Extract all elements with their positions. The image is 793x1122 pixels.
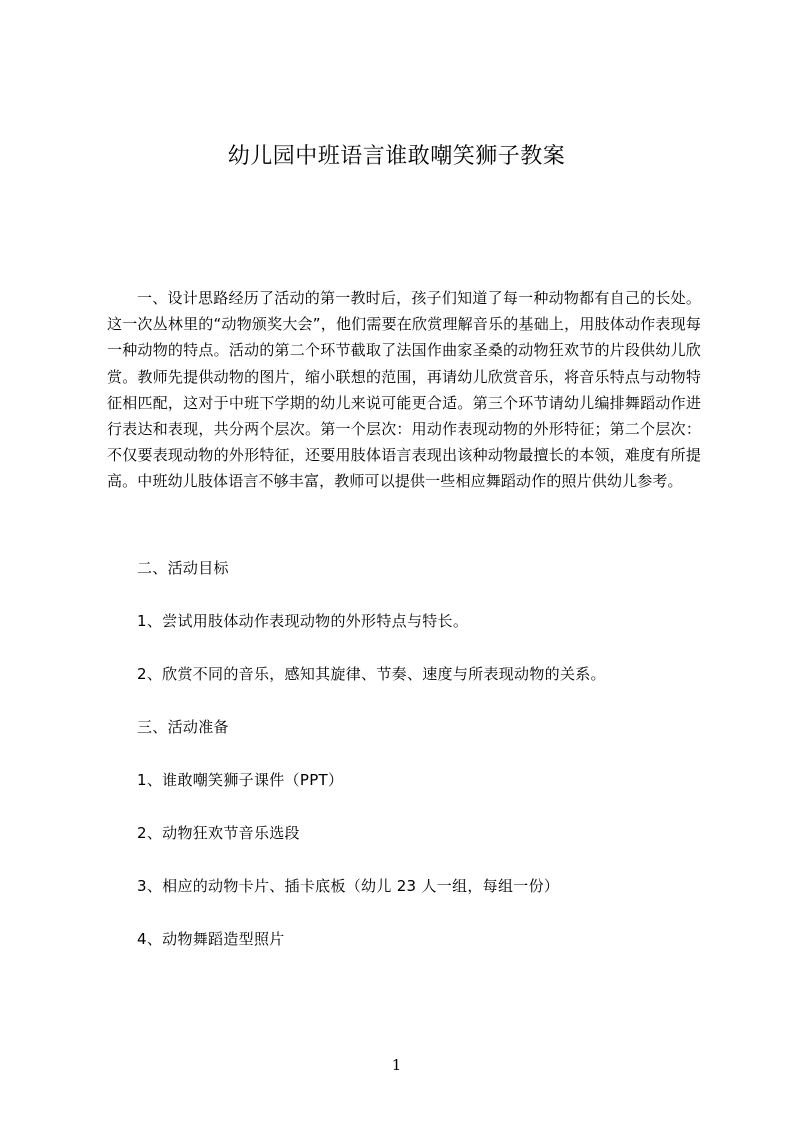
page-number: 1 bbox=[391, 1056, 402, 1074]
design-idea-paragraph: 一、设计思路经历了活动的第一教时后，孩子们知道了每一种动物都有自己的长处。这一次丛林里的“动物颁奖大会”，他们需要在欣赏理解音乐的基础上，用肢体动作表现每一种动物的特点。活动的第二个环节截取了法国作曲家圣桑的动物狂欢节的片段供幼儿欣赏。教师先提供动物的图片，缩小联想的范围，再请幼儿欣赏音乐，将音乐特点与动物特征相匹配，这对于中班下学期的幼儿来说可能更合适。第三个环节请幼儿编排舞蹈动作进行表达和表现，共分两个层次。第一个层次：用动作表现动物的外形特征；第二个层次：不仅要表现动物的外形特征，还要用肢体语言表现出该种动物最擅长的本领，难度有所提高。中班幼儿肢体语言不够丰富，教师可以提供一些相应舞蹈动作的照片供幼儿参考。 bbox=[107, 289, 701, 491]
prep-item-3: 3、相应的动物卡片、插卡底板（幼儿 23 人一组，每组一份） bbox=[137, 877, 560, 895]
prep-item-4: 4、动物舞蹈造型照片 bbox=[137, 930, 285, 948]
section-heading-preparation: 三、活动准备 bbox=[137, 718, 229, 736]
goal-item-1: 1、尝试用肢体动作表现动物的外形特点与特长。 bbox=[137, 612, 469, 630]
document-title: 幼儿园中班语言谁敢嘲笑狮子教案 bbox=[227, 144, 566, 169]
prep-item-1: 1、谁敢嘲笑狮子课件（PPT） bbox=[137, 771, 344, 789]
section-heading-goals: 二、活动目标 bbox=[137, 559, 229, 577]
goal-item-2: 2、欣赏不同的音乐，感知其旋律、节奏、速度与所表现动物的关系。 bbox=[137, 665, 606, 683]
prep-item-2: 2、动物狂欢节音乐选段 bbox=[137, 824, 300, 842]
